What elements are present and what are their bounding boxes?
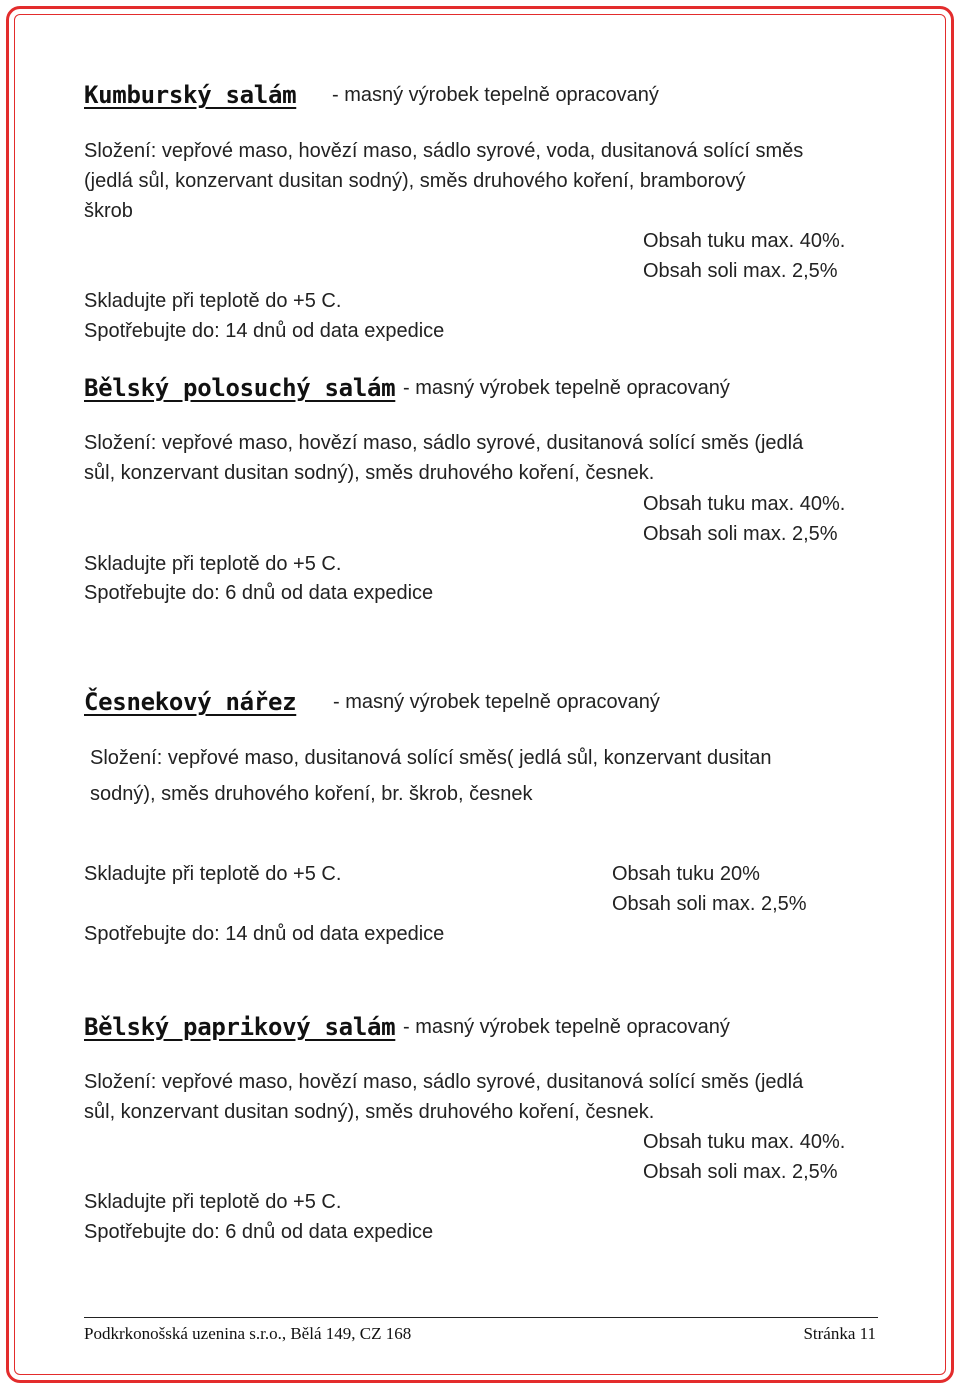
footer-page-number: Stránka 11 bbox=[803, 1324, 876, 1343]
product-4-salt: Obsah soli max. 2,5% bbox=[643, 1161, 838, 1183]
product-1-subtitle: - masný výrobek tepelně opracovaný bbox=[332, 84, 659, 106]
product-4-fat: Obsah tuku max. 40%. bbox=[643, 1131, 846, 1153]
product-1-name: Kumburský salám bbox=[84, 81, 297, 109]
product-3-fat: Obsah tuku 20% bbox=[612, 863, 760, 885]
product-3-composition-line-1: Složení: vepřové maso, dusitanová solící směs( jedlá sůl, konzervant dusitan bbox=[90, 747, 772, 769]
product-2-expiry: Spotřebujte do: 6 dnů od data expedice bbox=[84, 582, 434, 604]
product-1-fat: Obsah tuku max. 40%. bbox=[643, 230, 846, 252]
product-1-composition-line-3: škrob bbox=[84, 200, 133, 222]
product-2-composition-line-1: Složení: vepřové maso, hovězí maso, sádlo syrové, dusitanová solící směs (jedlá bbox=[84, 432, 804, 454]
product-3-salt: Obsah soli max. 2,5% bbox=[612, 893, 807, 915]
product-4-subtitle: - masný výrobek tepelně opracovaný bbox=[403, 1016, 730, 1038]
product-1-expiry: Spotřebujte do: 14 dnů od data expedice bbox=[84, 320, 445, 342]
product-3-name: Česnekový nářez bbox=[84, 688, 297, 716]
product-1-composition-line-2: (jedlá sůl, konzervant dusitan sodný), směs druhového koření, bramborový bbox=[84, 170, 746, 192]
product-3-subtitle: - masný výrobek tepelně opracovaný bbox=[333, 691, 660, 713]
product-2-composition-line-2: sůl, konzervant dusitan sodný), směs druhového koření, česnek. bbox=[84, 462, 655, 484]
product-4-composition-line-1: Složení: vepřové maso, hovězí maso, sádlo syrové, dusitanová solící směs (jedlá bbox=[84, 1071, 804, 1093]
product-1-storage: Skladujte při teplotě do +5 C. bbox=[84, 290, 342, 312]
product-3-composition-line-2: sodný), směs druhového koření, br. škrob, česnek bbox=[90, 783, 533, 805]
product-4-expiry: Spotřebujte do: 6 dnů od data expedice bbox=[84, 1221, 434, 1243]
product-3-storage: Skladujte při teplotě do +5 C. bbox=[84, 863, 342, 885]
product-1-salt: Obsah soli max. 2,5% bbox=[643, 260, 838, 282]
footer-company: Podkrkonošská uzenina s.r.o., Bělá 149, CZ 168 bbox=[84, 1324, 412, 1343]
product-2-storage: Skladujte při teplotě do +5 C. bbox=[84, 553, 342, 575]
product-2-subtitle: - masný výrobek tepelně opracovaný bbox=[403, 377, 730, 399]
footer-divider bbox=[84, 1317, 878, 1318]
product-3-expiry: Spotřebujte do: 14 dnů od data expedice bbox=[84, 923, 445, 945]
product-4-storage: Skladujte při teplotě do +5 C. bbox=[84, 1191, 342, 1213]
product-2-name: Bělský polosuchý salám bbox=[84, 374, 396, 402]
product-1-composition-line-1: Složení: vepřové maso, hovězí maso, sádlo syrové, voda, dusitanová solící směs bbox=[84, 140, 804, 162]
product-4-composition-line-2: sůl, konzervant dusitan sodný), směs druhového koření, česnek. bbox=[84, 1101, 655, 1123]
product-4-name: Bělský paprikový salám bbox=[84, 1013, 396, 1041]
product-2-fat: Obsah tuku max. 40%. bbox=[643, 493, 846, 515]
product-2-salt: Obsah soli max. 2,5% bbox=[643, 523, 838, 545]
